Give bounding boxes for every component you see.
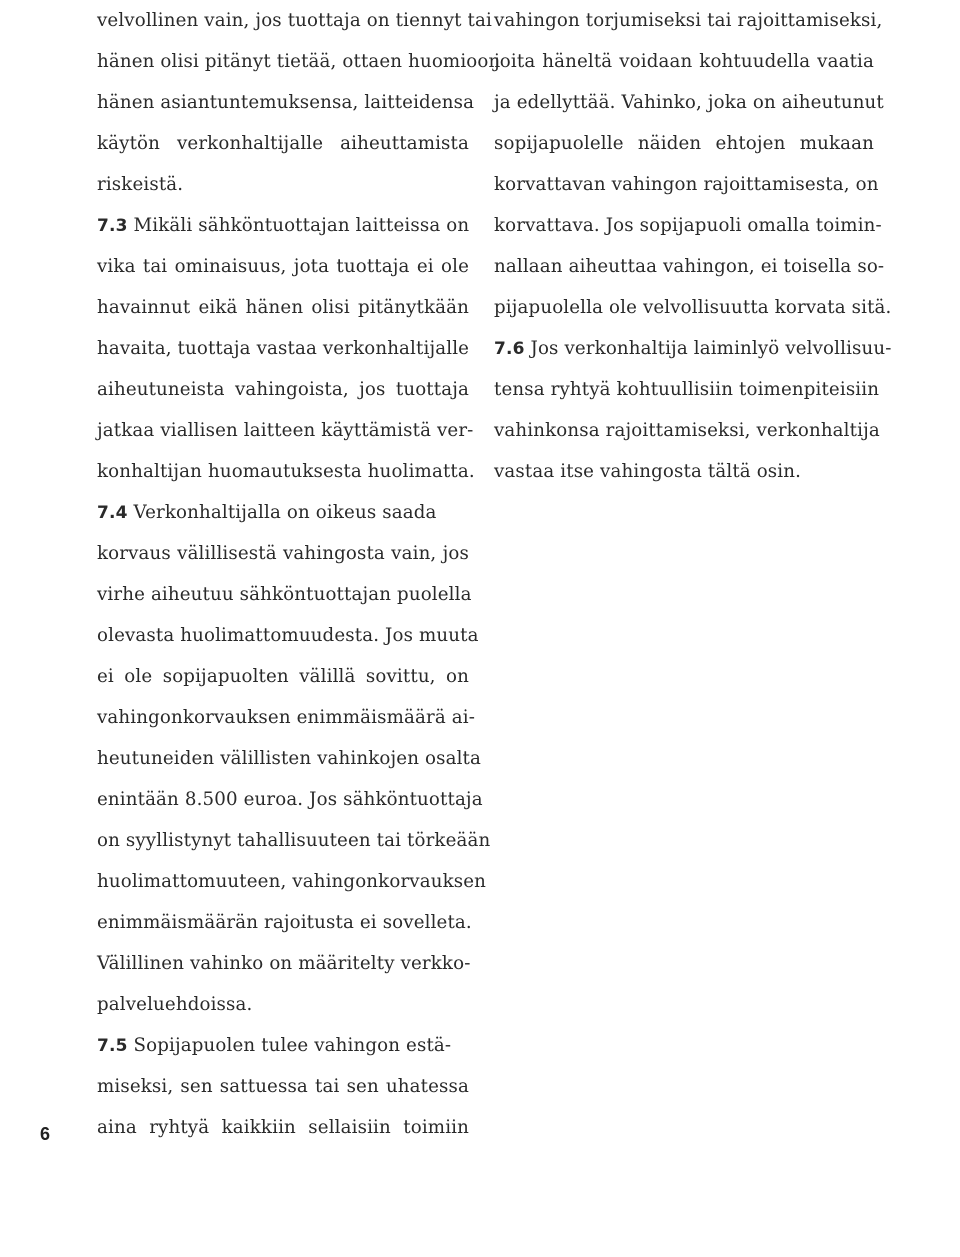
text-line: velvollinen vain, jos tuottaja on tiennyt tai: [97, 10, 492, 31]
text-line: käytön verkonhaltijalle aiheuttamista: [97, 133, 469, 154]
text-line: jatkaa viallisen laitteen käyttämistä ver-: [97, 420, 474, 441]
section-number: 7.4: [97, 503, 128, 523]
section-7-3: [97, 205, 475, 492]
text-line: pijapuolella ole velvollisuutta korvata sitä.: [494, 297, 892, 318]
text-line: enintään 8.500 euroa. Jos sähköntuottaja: [97, 789, 483, 810]
section-first-line: Jos verkonhaltija laiminlyö velvollisuu-: [530, 338, 892, 359]
text-line: korvaus välillisestä vahingosta vain, jos: [97, 543, 469, 564]
text-line: heutuneiden välillisten vahinkojen osalta: [97, 748, 481, 769]
text-line: palveluehdoissa.: [97, 994, 253, 1015]
text-line: ja edellyttää. Vahinko, joka on aiheutunut: [494, 92, 884, 113]
text-line: vahinkonsa rajoittamiseksi, verkonhaltija: [494, 420, 880, 441]
page-number: 6: [40, 1124, 51, 1144]
text-line: sopijapuolelle näiden ehtojen mukaan: [494, 133, 874, 154]
text-line: joita häneltä voidaan kohtuudella vaatia: [494, 51, 874, 72]
text-line: vahingon torjumiseksi tai rajoittamiseksi,: [494, 10, 883, 31]
text-line: konhaltijan huomautuksesta huolimatta.: [97, 461, 475, 482]
text-line: olevasta huolimattomuudesta. Jos muuta: [97, 625, 479, 646]
text-line: korvattavan vahingon rajoittamisesta, on: [494, 174, 879, 195]
section-first-line: Mikäli sähköntuottajan laitteissa on: [133, 215, 470, 236]
text-line: virhe aiheutuu sähköntuottajan puolella: [97, 584, 472, 605]
right-column: [494, 0, 892, 492]
section-number: 7.3: [97, 216, 128, 236]
text-line: Välillinen vahinko on määritelty verkko-: [97, 953, 471, 974]
text-line: hänen olisi pitänyt tietää, ottaen huomioon: [97, 51, 501, 72]
text-line: vastaa itse vahingosta tältä osin.: [494, 461, 802, 482]
text-line: nallaan aiheuttaa vahingon, ei toisella so-: [494, 256, 885, 277]
text-line: huolimattomuuteen, vahingonkorvauksen: [97, 871, 486, 892]
left-column: [97, 0, 501, 1148]
text-line: hänen asiantuntemuksensa, laitteidensa: [97, 92, 475, 113]
section-heading-line: [97, 1025, 469, 1066]
text-line: korvattava. Jos sopijapuoli omalla toimin-: [494, 215, 882, 236]
text-line: ei ole sopijapuolten välillä sovittu, on: [97, 666, 469, 687]
section-heading-line: [97, 492, 469, 533]
section-7-5: [97, 1025, 469, 1148]
section-7-4: [97, 492, 491, 1025]
section-7-6: [494, 328, 892, 492]
section-first-line: Verkonhaltijalla on oikeus saada: [133, 502, 437, 523]
text-line: enimmäismäärän rajoitusta ei sovelleta.: [97, 912, 472, 933]
text-line: havainnut eikä hänen olisi pitänytkään: [97, 297, 469, 318]
text-line: miseksi, sen sattuessa tai sen uhatessa: [97, 1076, 469, 1097]
text-line: vika tai ominaisuus, jota tuottaja ei ole: [97, 256, 469, 277]
text-line: tensa ryhtyä kohtuullisiin toimenpiteisiin: [494, 379, 880, 400]
section-number: 7.6: [494, 339, 525, 359]
text-line: on syyllistynyt tahallisuuteen tai törkeään: [97, 830, 491, 851]
section-number: 7.5: [97, 1036, 128, 1056]
section-first-line: Sopijapuolen tulee vahingon estä-: [133, 1035, 452, 1056]
text-line: havaita, tuottaja vastaa verkonhaltijalle: [97, 338, 470, 359]
text-line: aiheutuneista vahingoista, jos tuottaja: [97, 379, 469, 400]
text-line: riskeistä.: [97, 174, 184, 195]
section-heading-line: [494, 328, 892, 369]
section-heading-line: [97, 205, 469, 246]
text-line: aina ryhtyä kaikkiin sellaisiin toimiin: [97, 1117, 469, 1138]
text-line: vahingonkorvauksen enimmäismäärä ai-: [97, 707, 476, 728]
